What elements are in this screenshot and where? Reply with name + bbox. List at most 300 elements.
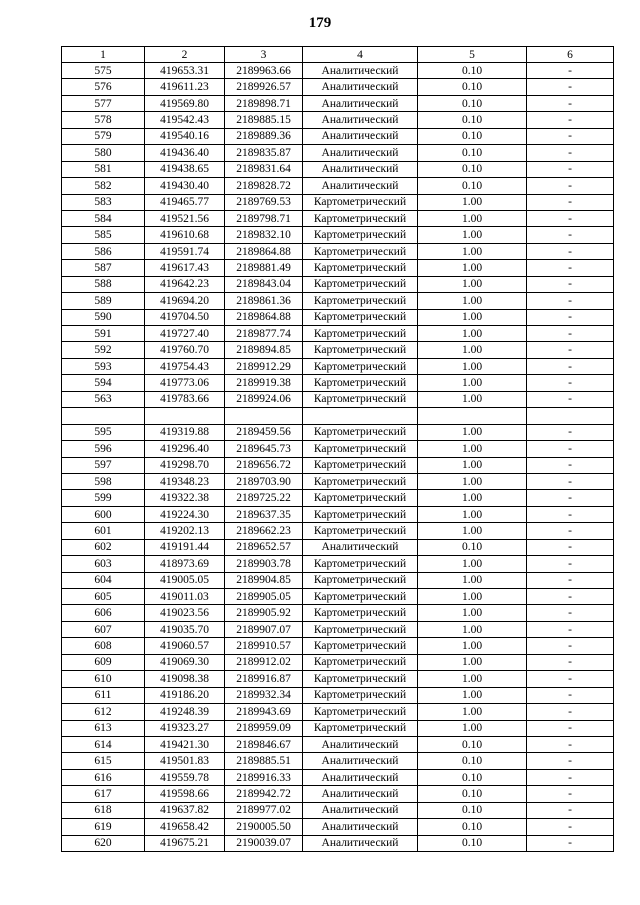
note-cell: - xyxy=(527,358,614,374)
table-row xyxy=(62,342,614,358)
table-row xyxy=(62,819,614,835)
y-coordinate-cell: 2189864.88 xyxy=(225,243,303,259)
note-cell: - xyxy=(527,835,614,851)
table-row xyxy=(62,293,614,309)
accuracy-cell: 1.00 xyxy=(418,260,527,276)
accuracy-cell: 0.10 xyxy=(418,178,527,194)
note-cell: - xyxy=(527,769,614,785)
table-row xyxy=(62,802,614,818)
table-row xyxy=(62,638,614,654)
point-number-cell: 603 xyxy=(62,556,145,572)
method-cell: Аналитический xyxy=(303,145,418,161)
x-coordinate-cell: 419430.40 xyxy=(145,178,225,194)
point-number-cell: 605 xyxy=(62,589,145,605)
note-cell: - xyxy=(527,556,614,572)
accuracy-cell: 1.00 xyxy=(418,490,527,506)
y-coordinate-cell: 2189881.49 xyxy=(225,260,303,276)
table-row xyxy=(62,490,614,506)
point-number-cell: 582 xyxy=(62,178,145,194)
method-cell: Картометрический xyxy=(303,358,418,374)
method-cell: Аналитический xyxy=(303,786,418,802)
point-number-cell: 598 xyxy=(62,473,145,489)
accuracy-cell: 1.00 xyxy=(418,720,527,736)
point-number-cell: 620 xyxy=(62,835,145,851)
method-cell: Картометрический xyxy=(303,293,418,309)
table-row xyxy=(62,79,614,95)
accuracy-cell: 0.10 xyxy=(418,802,527,818)
x-coordinate-cell: 419224.30 xyxy=(145,506,225,522)
method-cell xyxy=(303,408,418,424)
x-coordinate-cell xyxy=(145,408,225,424)
y-coordinate-cell: 2189926.57 xyxy=(225,79,303,95)
x-coordinate-cell: 419754.43 xyxy=(145,358,225,374)
y-coordinate-cell: 2189861.36 xyxy=(225,293,303,309)
table-row xyxy=(62,326,614,342)
y-coordinate-cell: 2189898.71 xyxy=(225,95,303,111)
point-number-cell: 617 xyxy=(62,786,145,802)
point-number-cell: 616 xyxy=(62,769,145,785)
table-row xyxy=(62,473,614,489)
accuracy-cell: 0.10 xyxy=(418,753,527,769)
point-number-cell: 589 xyxy=(62,293,145,309)
y-coordinate-cell: 2189943.69 xyxy=(225,704,303,720)
y-coordinate-cell: 2189963.66 xyxy=(225,63,303,79)
accuracy-cell: 0.10 xyxy=(418,769,527,785)
accuracy-cell: 1.00 xyxy=(418,424,527,440)
accuracy-cell: 1.00 xyxy=(418,687,527,703)
accuracy-cell: 1.00 xyxy=(418,473,527,489)
note-cell: - xyxy=(527,375,614,391)
table-row xyxy=(62,194,614,210)
accuracy-cell: 1.00 xyxy=(418,326,527,342)
y-coordinate-cell: 2189835.87 xyxy=(225,145,303,161)
y-coordinate-cell: 2189912.02 xyxy=(225,654,303,670)
column-header: 6 xyxy=(527,47,614,63)
method-cell: Аналитический xyxy=(303,63,418,79)
x-coordinate-cell: 419542.43 xyxy=(145,112,225,128)
table-row xyxy=(62,736,614,752)
point-number-cell: 614 xyxy=(62,736,145,752)
table-row xyxy=(62,572,614,588)
accuracy-cell: 1.00 xyxy=(418,441,527,457)
note-cell: - xyxy=(527,473,614,489)
accuracy-cell: 1.00 xyxy=(418,638,527,654)
x-coordinate-cell: 419694.20 xyxy=(145,293,225,309)
note-cell: - xyxy=(527,63,614,79)
point-number-cell: 594 xyxy=(62,375,145,391)
accuracy-cell: 0.10 xyxy=(418,112,527,128)
accuracy-cell: 1.00 xyxy=(418,654,527,670)
table-row xyxy=(62,506,614,522)
y-coordinate-cell: 2189904.85 xyxy=(225,572,303,588)
y-coordinate-cell: 2190039.07 xyxy=(225,835,303,851)
note-cell: - xyxy=(527,687,614,703)
x-coordinate-cell: 419323.27 xyxy=(145,720,225,736)
method-cell: Картометрический xyxy=(303,671,418,687)
point-number-cell: 596 xyxy=(62,441,145,457)
accuracy-cell: 1.00 xyxy=(418,556,527,572)
method-cell: Аналитический xyxy=(303,835,418,851)
header-row xyxy=(62,47,614,63)
point-number-cell: 597 xyxy=(62,457,145,473)
note-cell: - xyxy=(527,539,614,555)
x-coordinate-cell: 419658.42 xyxy=(145,819,225,835)
accuracy-cell: 1.00 xyxy=(418,605,527,621)
method-cell: Аналитический xyxy=(303,95,418,111)
method-cell: Аналитический xyxy=(303,819,418,835)
y-coordinate-cell: 2189903.78 xyxy=(225,556,303,572)
table-row xyxy=(62,178,614,194)
x-coordinate-cell: 419773.06 xyxy=(145,375,225,391)
x-coordinate-cell: 419011.03 xyxy=(145,589,225,605)
note-cell: - xyxy=(527,654,614,670)
point-number-cell: 604 xyxy=(62,572,145,588)
y-coordinate-cell: 2189889.36 xyxy=(225,128,303,144)
accuracy-cell xyxy=(418,408,527,424)
y-coordinate-cell: 2189907.07 xyxy=(225,621,303,637)
table-row xyxy=(62,95,614,111)
accuracy-cell: 0.10 xyxy=(418,539,527,555)
note-cell: - xyxy=(527,391,614,407)
point-number-cell: 601 xyxy=(62,523,145,539)
y-coordinate-cell: 2189652.57 xyxy=(225,539,303,555)
point-number-cell: 585 xyxy=(62,227,145,243)
method-cell: Картометрический xyxy=(303,227,418,243)
x-coordinate-cell: 419319.88 xyxy=(145,424,225,440)
point-number-cell: 612 xyxy=(62,704,145,720)
y-coordinate-cell: 2189798.71 xyxy=(225,210,303,226)
note-cell: - xyxy=(527,178,614,194)
column-header: 2 xyxy=(145,47,225,63)
y-coordinate-cell: 2189864.88 xyxy=(225,309,303,325)
note-cell: - xyxy=(527,342,614,358)
accuracy-cell: 1.00 xyxy=(418,457,527,473)
table-row xyxy=(62,704,614,720)
accuracy-cell: 1.00 xyxy=(418,704,527,720)
note-cell: - xyxy=(527,720,614,736)
x-coordinate-cell: 419704.50 xyxy=(145,309,225,325)
x-coordinate-cell: 419069.30 xyxy=(145,654,225,670)
y-coordinate-cell: 2189910.57 xyxy=(225,638,303,654)
note-cell: - xyxy=(527,457,614,473)
y-coordinate-cell: 2189916.87 xyxy=(225,671,303,687)
method-cell: Картометрический xyxy=(303,260,418,276)
y-coordinate-cell: 2189905.05 xyxy=(225,589,303,605)
table-row xyxy=(62,835,614,851)
x-coordinate-cell: 419760.70 xyxy=(145,342,225,358)
point-number-cell: 607 xyxy=(62,621,145,637)
table-row xyxy=(62,654,614,670)
accuracy-cell: 0.10 xyxy=(418,95,527,111)
note-cell: - xyxy=(527,786,614,802)
method-cell: Картометрический xyxy=(303,621,418,637)
point-number-cell: 563 xyxy=(62,391,145,407)
accuracy-cell: 1.00 xyxy=(418,391,527,407)
x-coordinate-cell: 419322.38 xyxy=(145,490,225,506)
y-coordinate-cell: 2189912.29 xyxy=(225,358,303,374)
point-number-cell: 609 xyxy=(62,654,145,670)
note-cell: - xyxy=(527,194,614,210)
accuracy-cell: 0.10 xyxy=(418,145,527,161)
x-coordinate-cell: 419598.66 xyxy=(145,786,225,802)
accuracy-cell: 0.10 xyxy=(418,786,527,802)
note-cell: - xyxy=(527,736,614,752)
table-row xyxy=(62,145,614,161)
x-coordinate-cell: 419642.23 xyxy=(145,276,225,292)
x-coordinate-cell: 419465.77 xyxy=(145,194,225,210)
x-coordinate-cell: 419348.23 xyxy=(145,473,225,489)
note-cell: - xyxy=(527,605,614,621)
note-cell: - xyxy=(527,424,614,440)
column-header: 4 xyxy=(303,47,418,63)
table-row xyxy=(62,424,614,440)
note-cell: - xyxy=(527,95,614,111)
note-cell: - xyxy=(527,145,614,161)
note-cell: - xyxy=(527,112,614,128)
y-coordinate-cell: 2189459.56 xyxy=(225,424,303,440)
accuracy-cell: 0.10 xyxy=(418,819,527,835)
accuracy-cell: 1.00 xyxy=(418,358,527,374)
accuracy-cell: 0.10 xyxy=(418,79,527,95)
point-number-cell: 600 xyxy=(62,506,145,522)
y-coordinate-cell: 2189959.09 xyxy=(225,720,303,736)
x-coordinate-cell: 419540.16 xyxy=(145,128,225,144)
x-coordinate-cell: 419296.40 xyxy=(145,441,225,457)
table-row xyxy=(62,523,614,539)
note-cell: - xyxy=(527,309,614,325)
point-number-cell: 586 xyxy=(62,243,145,259)
table-row xyxy=(62,309,614,325)
table-row xyxy=(62,161,614,177)
note-cell: - xyxy=(527,276,614,292)
x-coordinate-cell: 419653.31 xyxy=(145,63,225,79)
table-row xyxy=(62,243,614,259)
x-coordinate-cell: 419023.56 xyxy=(145,605,225,621)
method-cell: Аналитический xyxy=(303,753,418,769)
y-coordinate-cell: 2189703.90 xyxy=(225,473,303,489)
x-coordinate-cell: 419421.30 xyxy=(145,736,225,752)
y-coordinate-cell: 2189924.06 xyxy=(225,391,303,407)
note-cell: - xyxy=(527,589,614,605)
y-coordinate-cell: 2189769.53 xyxy=(225,194,303,210)
method-cell: Картометрический xyxy=(303,654,418,670)
coordinates-table xyxy=(61,46,614,852)
y-coordinate-cell: 2189877.74 xyxy=(225,326,303,342)
x-coordinate-cell: 419436.40 xyxy=(145,145,225,161)
table-row xyxy=(62,112,614,128)
note-cell: - xyxy=(527,260,614,276)
note-cell: - xyxy=(527,638,614,654)
note-cell: - xyxy=(527,506,614,522)
x-coordinate-cell: 419591.74 xyxy=(145,243,225,259)
table-row xyxy=(62,605,614,621)
note-cell: - xyxy=(527,621,614,637)
y-coordinate-cell: 2189894.85 xyxy=(225,342,303,358)
method-cell: Картометрический xyxy=(303,276,418,292)
note-cell: - xyxy=(527,490,614,506)
table-row xyxy=(62,753,614,769)
note-cell: - xyxy=(527,753,614,769)
table-row xyxy=(62,260,614,276)
method-cell: Картометрический xyxy=(303,375,418,391)
note-cell: - xyxy=(527,704,614,720)
method-cell: Картометрический xyxy=(303,523,418,539)
accuracy-cell: 1.00 xyxy=(418,293,527,309)
point-number-cell: 580 xyxy=(62,145,145,161)
accuracy-cell: 1.00 xyxy=(418,227,527,243)
x-coordinate-cell: 419191.44 xyxy=(145,539,225,555)
x-coordinate-cell: 419727.40 xyxy=(145,326,225,342)
point-number-cell: 613 xyxy=(62,720,145,736)
method-cell: Картометрический xyxy=(303,391,418,407)
x-coordinate-cell: 419617.43 xyxy=(145,260,225,276)
point-number-cell xyxy=(62,408,145,424)
x-coordinate-cell: 419610.68 xyxy=(145,227,225,243)
note-cell: - xyxy=(527,326,614,342)
accuracy-cell: 1.00 xyxy=(418,243,527,259)
y-coordinate-cell: 2189637.35 xyxy=(225,506,303,522)
point-number-cell: 608 xyxy=(62,638,145,654)
y-coordinate-cell: 2189919.38 xyxy=(225,375,303,391)
table-row xyxy=(62,687,614,703)
method-cell: Аналитический xyxy=(303,161,418,177)
note-cell: - xyxy=(527,441,614,457)
point-number-cell: 579 xyxy=(62,128,145,144)
point-number-cell: 599 xyxy=(62,490,145,506)
note-cell: - xyxy=(527,293,614,309)
y-coordinate-cell xyxy=(225,408,303,424)
x-coordinate-cell: 419438.65 xyxy=(145,161,225,177)
y-coordinate-cell: 2189846.67 xyxy=(225,736,303,752)
point-number-cell: 590 xyxy=(62,309,145,325)
accuracy-cell: 1.00 xyxy=(418,342,527,358)
accuracy-cell: 1.00 xyxy=(418,589,527,605)
y-coordinate-cell: 2189656.72 xyxy=(225,457,303,473)
method-cell: Картометрический xyxy=(303,687,418,703)
x-coordinate-cell: 419783.66 xyxy=(145,391,225,407)
x-coordinate-cell: 418973.69 xyxy=(145,556,225,572)
accuracy-cell: 1.00 xyxy=(418,375,527,391)
method-cell: Картометрический xyxy=(303,605,418,621)
note-cell: - xyxy=(527,79,614,95)
table-row xyxy=(62,786,614,802)
accuracy-cell: 1.00 xyxy=(418,194,527,210)
method-cell: Картометрический xyxy=(303,194,418,210)
table-row xyxy=(62,358,614,374)
table-row xyxy=(62,375,614,391)
y-coordinate-cell: 2189977.02 xyxy=(225,802,303,818)
note-cell: - xyxy=(527,210,614,226)
x-coordinate-cell: 419501.83 xyxy=(145,753,225,769)
method-cell: Картометрический xyxy=(303,556,418,572)
accuracy-cell: 1.00 xyxy=(418,671,527,687)
x-coordinate-cell: 419298.70 xyxy=(145,457,225,473)
accuracy-cell: 0.10 xyxy=(418,63,527,79)
y-coordinate-cell: 2189843.04 xyxy=(225,276,303,292)
table-row xyxy=(62,539,614,555)
point-number-cell: 575 xyxy=(62,63,145,79)
accuracy-cell: 1.00 xyxy=(418,572,527,588)
table-row xyxy=(62,556,614,572)
accuracy-cell: 1.00 xyxy=(418,523,527,539)
method-cell: Аналитический xyxy=(303,112,418,128)
note-cell xyxy=(527,408,614,424)
point-number-cell: 602 xyxy=(62,539,145,555)
method-cell: Картометрический xyxy=(303,473,418,489)
method-cell: Картометрический xyxy=(303,309,418,325)
y-coordinate-cell: 2189828.72 xyxy=(225,178,303,194)
point-number-cell: 619 xyxy=(62,819,145,835)
x-coordinate-cell: 419637.82 xyxy=(145,802,225,818)
y-coordinate-cell: 2189645.73 xyxy=(225,441,303,457)
note-cell: - xyxy=(527,523,614,539)
column-header: 3 xyxy=(225,47,303,63)
x-coordinate-cell: 419202.13 xyxy=(145,523,225,539)
x-coordinate-cell: 419248.39 xyxy=(145,704,225,720)
method-cell: Аналитический xyxy=(303,802,418,818)
table-row xyxy=(62,227,614,243)
method-cell: Аналитический xyxy=(303,736,418,752)
x-coordinate-cell: 419521.56 xyxy=(145,210,225,226)
y-coordinate-cell: 2190005.50 xyxy=(225,819,303,835)
y-coordinate-cell: 2189725.22 xyxy=(225,490,303,506)
point-number-cell: 606 xyxy=(62,605,145,621)
point-number-cell: 593 xyxy=(62,358,145,374)
method-cell: Картометрический xyxy=(303,704,418,720)
x-coordinate-cell: 419559.78 xyxy=(145,769,225,785)
table-row xyxy=(62,720,614,736)
accuracy-cell: 1.00 xyxy=(418,210,527,226)
method-cell: Картометрический xyxy=(303,490,418,506)
y-coordinate-cell: 2189932.34 xyxy=(225,687,303,703)
note-cell: - xyxy=(527,161,614,177)
method-cell: Аналитический xyxy=(303,769,418,785)
y-coordinate-cell: 2189885.51 xyxy=(225,753,303,769)
point-number-cell: 591 xyxy=(62,326,145,342)
method-cell: Картометрический xyxy=(303,441,418,457)
point-number-cell: 588 xyxy=(62,276,145,292)
note-cell: - xyxy=(527,802,614,818)
accuracy-cell: 1.00 xyxy=(418,309,527,325)
method-cell: Картометрический xyxy=(303,638,418,654)
y-coordinate-cell: 2189916.33 xyxy=(225,769,303,785)
method-cell: Картометрический xyxy=(303,210,418,226)
x-coordinate-cell: 419005.05 xyxy=(145,572,225,588)
point-number-cell: 576 xyxy=(62,79,145,95)
x-coordinate-cell: 419611.23 xyxy=(145,79,225,95)
table-row xyxy=(62,408,614,424)
table-row xyxy=(62,441,614,457)
method-cell: Картометрический xyxy=(303,243,418,259)
note-cell: - xyxy=(527,671,614,687)
table-row xyxy=(62,769,614,785)
point-number-cell: 618 xyxy=(62,802,145,818)
method-cell: Картометрический xyxy=(303,326,418,342)
point-number-cell: 595 xyxy=(62,424,145,440)
method-cell: Аналитический xyxy=(303,128,418,144)
column-header: 5 xyxy=(418,47,527,63)
accuracy-cell: 1.00 xyxy=(418,506,527,522)
x-coordinate-cell: 419035.70 xyxy=(145,621,225,637)
note-cell: - xyxy=(527,128,614,144)
note-cell: - xyxy=(527,572,614,588)
note-cell: - xyxy=(527,227,614,243)
x-coordinate-cell: 419569.80 xyxy=(145,95,225,111)
table-row xyxy=(62,210,614,226)
note-cell: - xyxy=(527,243,614,259)
point-number-cell: 581 xyxy=(62,161,145,177)
table-row xyxy=(62,589,614,605)
